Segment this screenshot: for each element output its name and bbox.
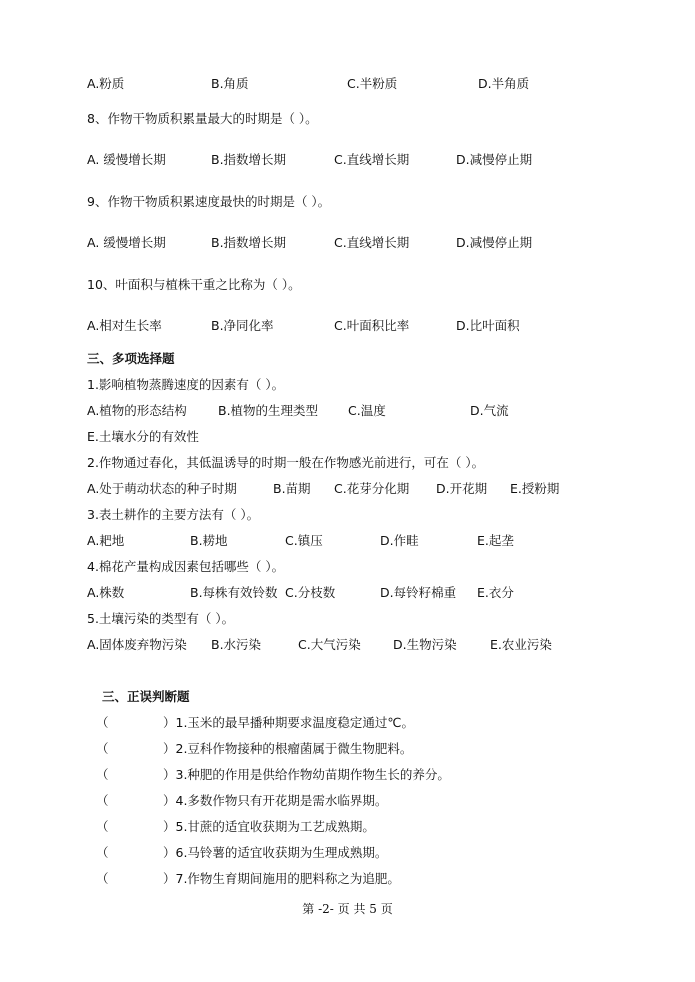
option-b: B.植物的生理类型 xyxy=(218,403,319,418)
multi-question-3 xyxy=(0,505,695,525)
option-b: B.苗期 xyxy=(273,481,311,496)
option-a: A.相对生长率 xyxy=(87,318,162,333)
option-e: E.起垄 xyxy=(477,533,514,548)
option-d: D.生物污染 xyxy=(393,637,457,652)
option-c: C.直线增长期 xyxy=(334,152,410,167)
option-d: D.气流 xyxy=(470,403,509,418)
question-text: 2.作物通过春化，其低温诱导的时期一般在作物感光前进行，可在（ ）。 xyxy=(87,455,485,470)
option-a: A.耙地 xyxy=(87,533,125,548)
statement-text: ）6.马铃薯的适宜收获期为生理成熟期。 xyxy=(163,845,388,860)
page-footer: 第 -2- 页 共 5 页 xyxy=(302,902,393,916)
multi-q1-options xyxy=(0,401,695,421)
question-text: 9、作物干物质积累速度最快的时期是（ ）。 xyxy=(87,194,331,209)
judge-item xyxy=(0,817,695,837)
option-a: A.处于萌动状态的种子时期 xyxy=(87,481,237,496)
option-a: A.植物的形态结构 xyxy=(87,403,187,418)
multi-question-4 xyxy=(0,557,695,577)
option-d: D.比叶面积 xyxy=(456,318,520,333)
option-d: D.半角质 xyxy=(478,76,530,91)
option-e: E.衣分 xyxy=(477,585,514,600)
option-c: C.大气污染 xyxy=(298,637,361,652)
multi-question-5 xyxy=(0,609,695,629)
option-e: E.土壤水分的有效性 xyxy=(87,429,199,444)
multi-question-1 xyxy=(0,375,695,395)
judge-item xyxy=(0,791,695,811)
question-text: 3.表土耕作的主要方法有（ ）。 xyxy=(87,507,260,522)
answer-paren: （ xyxy=(96,793,109,808)
option-b: B.净同化率 xyxy=(211,318,274,333)
option-e: E.授粉期 xyxy=(510,481,560,496)
statement-text: ）5.甘蔗的适宜收获期为工艺成熟期。 xyxy=(163,819,375,834)
option-c: C.分枝数 xyxy=(285,585,336,600)
option-c: C.半粉质 xyxy=(347,76,398,91)
judge-item xyxy=(0,713,695,733)
option-a: A. 缓慢增长期 xyxy=(87,152,166,167)
answer-paren: （ xyxy=(96,767,109,782)
question-text: 8、作物干物质积累量最大的时期是（ ）。 xyxy=(87,111,318,126)
question-text: 1.影响植物蒸腾速度的因素有（ ）。 xyxy=(87,377,285,392)
statement-text: ）7.作物生育期间施用的肥料称之为追肥。 xyxy=(163,871,400,886)
judge-item xyxy=(0,869,695,889)
section-heading: 三、正误判断题 xyxy=(102,689,190,704)
option-d: D.作畦 xyxy=(380,533,419,548)
option-e: E.农业污染 xyxy=(490,637,552,652)
option-c: C.花芽分化期 xyxy=(334,481,410,496)
answer-paren: （ xyxy=(96,715,109,730)
option-a: A.固体废弃物污染 xyxy=(87,637,187,652)
statement-text: ）4.多数作物只有开花期是需水临界期。 xyxy=(163,793,388,808)
option-c: C.直线增长期 xyxy=(334,235,410,250)
statement-text: ）3.种肥的作用是供给作物幼苗期作物生长的养分。 xyxy=(163,767,450,782)
answer-paren: （ xyxy=(96,845,109,860)
option-a: A.粉质 xyxy=(87,76,125,91)
option-a: A.株数 xyxy=(87,585,125,600)
option-b: B.水污染 xyxy=(211,637,262,652)
option-c: C.镇压 xyxy=(285,533,323,548)
multi-question-2 xyxy=(0,453,695,473)
option-b: B.指数增长期 xyxy=(211,152,287,167)
question-text: 4.棉花产量构成因素包括哪些（ ）。 xyxy=(87,559,285,574)
q9-options xyxy=(0,233,695,253)
answer-paren: （ xyxy=(96,871,109,886)
option-b: B.耢地 xyxy=(190,533,228,548)
question-text: 5.土壤污染的类型有（ ）。 xyxy=(87,611,235,626)
question-8 xyxy=(0,109,695,129)
question-9 xyxy=(0,192,695,212)
judge-heading xyxy=(0,687,695,707)
option-d: D.开花期 xyxy=(436,481,488,496)
q8-options xyxy=(0,150,695,170)
question-10 xyxy=(0,275,695,295)
judge-item xyxy=(0,739,695,759)
option-d: D.每铃籽棉重 xyxy=(380,585,457,600)
option-c: C.温度 xyxy=(348,403,386,418)
multi-choice-heading xyxy=(0,349,695,369)
option-d: D.减慢停止期 xyxy=(456,152,533,167)
option-c: C.叶面积比率 xyxy=(334,318,410,333)
judge-item xyxy=(0,765,695,785)
statement-text: ）1.玉米的最早播种期要求温度稳定通过℃。 xyxy=(163,715,414,730)
judge-item xyxy=(0,843,695,863)
question-text: 10、叶面积与植株干重之比称为（ ）。 xyxy=(87,277,301,292)
answer-paren: （ xyxy=(96,819,109,834)
section-heading: 三、多项选择题 xyxy=(87,351,175,366)
multi-q5-options xyxy=(0,635,695,655)
option-d: D.减慢停止期 xyxy=(456,235,533,250)
multi-q3-options xyxy=(0,531,695,551)
option-b: B.角质 xyxy=(211,76,249,91)
answer-paren: （ xyxy=(96,741,109,756)
multi-q1-extra-option xyxy=(0,427,695,447)
multi-q2-options xyxy=(0,479,695,499)
option-b: B.每株有效铃数 xyxy=(190,585,278,600)
statement-text: ）2.豆科作物接种的根瘤菌属于微生物肥料。 xyxy=(163,741,413,756)
option-b: B.指数增长期 xyxy=(211,235,287,250)
multi-q4-options xyxy=(0,583,695,603)
q7-options xyxy=(0,74,695,94)
q10-options xyxy=(0,316,695,336)
option-a: A. 缓慢增长期 xyxy=(87,235,166,250)
